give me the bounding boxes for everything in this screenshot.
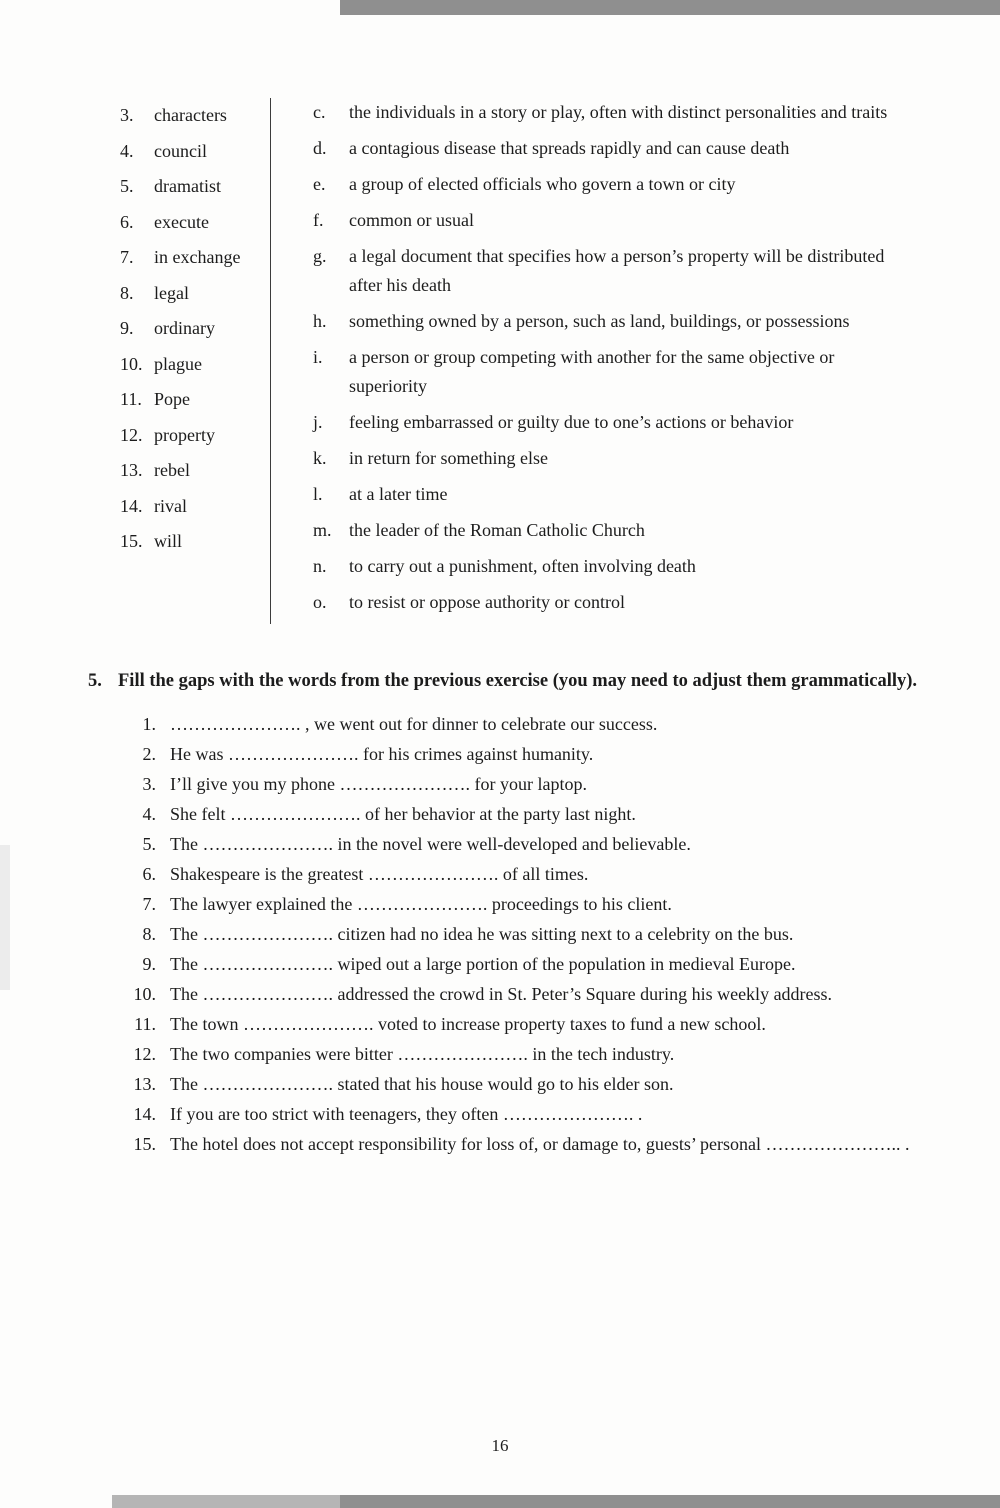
- item-definition: at a later time: [349, 484, 448, 504]
- item-number: 5.: [142, 834, 156, 854]
- item-letter: m.: [313, 520, 332, 540]
- list-item: [313, 408, 899, 437]
- gap-sentence: Shakespeare is the greatest …………………. of all times.: [170, 864, 589, 884]
- word-list: [120, 98, 270, 560]
- list-item: [313, 242, 899, 300]
- item-number: 6.: [142, 864, 156, 884]
- list-item: [88, 949, 932, 979]
- item-number: 15.: [120, 531, 143, 551]
- item-word: legal: [154, 282, 189, 303]
- gap-sentence: The two companies were bitter …………………. in the tech industry.: [170, 1044, 675, 1064]
- list-item: [88, 1069, 932, 1099]
- item-number: 5.: [120, 176, 134, 196]
- item-number: 12.: [133, 1044, 156, 1064]
- list-item: [120, 169, 270, 205]
- item-number: 9.: [142, 954, 156, 974]
- item-number: 10.: [120, 353, 143, 374]
- item-number: 11.: [134, 1014, 156, 1034]
- item-number: 6.: [120, 211, 134, 232]
- gap-sentence: The town …………………. voted to increase property taxes to fund a new school.: [170, 1014, 766, 1034]
- list-item: [313, 170, 899, 199]
- list-item: [88, 979, 932, 1009]
- item-letter: f.: [313, 210, 324, 230]
- gap-sentence: The lawyer explained the …………………. proceedings to his client.: [170, 894, 672, 914]
- list-item: [120, 98, 270, 134]
- gap-fill-list: [88, 709, 932, 1159]
- item-letter: i.: [313, 347, 323, 367]
- list-item: [120, 382, 270, 418]
- list-item: [313, 516, 899, 545]
- gap-sentence: The …………………. citizen had no idea he was sitting next to a celebrity on the bus.: [170, 924, 794, 944]
- gap-sentence: The hotel does not accept responsibility for loss of, or damage to, guests’ personal ………………….. .: [170, 1134, 910, 1154]
- gap-sentence: …………………. , we went out for dinner to celebrate our success.: [170, 714, 658, 734]
- gap-sentence: The …………………. stated that his house would go to his elder son.: [170, 1074, 674, 1094]
- item-definition: something owned by a person, such as land, buildings, or possessions: [349, 311, 850, 331]
- item-number: 14.: [120, 495, 143, 516]
- item-definition: a contagious disease that spreads rapidly and can cause death: [349, 138, 790, 158]
- item-letter: j.: [313, 412, 323, 432]
- exercise-title: Fill the gaps with the words from the previous exercise (you may need to adjust them grammatically).: [118, 671, 918, 691]
- gap-sentence: He was …………………. for his crimes against humanity.: [170, 744, 594, 764]
- item-word: characters: [154, 105, 227, 125]
- list-item: [313, 206, 899, 235]
- item-number: 8.: [120, 282, 134, 303]
- list-item: [88, 889, 932, 919]
- scan-artifact-bottom-dark: [340, 1495, 1000, 1508]
- item-number: 10.: [133, 984, 156, 1004]
- list-item: [120, 134, 270, 170]
- list-item: [88, 799, 932, 829]
- list-item: [120, 453, 270, 489]
- list-item: [120, 311, 270, 347]
- item-word: council: [154, 140, 207, 161]
- list-item: [313, 343, 899, 401]
- item-number: 14.: [133, 1104, 156, 1124]
- list-item: [313, 552, 899, 581]
- item-word: ordinary: [154, 318, 215, 338]
- list-item: [120, 205, 270, 241]
- gap-sentence: The …………………. in the novel were well-developed and believable.: [170, 834, 691, 854]
- item-word: rebel: [154, 460, 190, 480]
- list-item: [120, 418, 270, 454]
- list-item: [313, 444, 899, 473]
- item-definition: common or usual: [349, 210, 474, 230]
- item-definition: a person or group competing with another for the same objective or superiority: [349, 347, 835, 396]
- gap-sentence: She felt …………………. of her behavior at the party last night.: [170, 804, 636, 824]
- item-letter: h.: [313, 311, 327, 331]
- item-definition: a legal document that specifies how a person’s property will be distributed after his death: [349, 246, 885, 295]
- item-number: 8.: [142, 924, 156, 944]
- list-item: [88, 1009, 932, 1039]
- list-item: [120, 524, 270, 560]
- gap-sentence: The …………………. addressed the crowd in St. Peter’s Square during his weekly address.: [170, 984, 833, 1004]
- list-item: [88, 709, 932, 739]
- list-item: [88, 739, 932, 769]
- item-definition: the leader of the Roman Catholic Church: [349, 520, 645, 540]
- exercise-heading: [88, 666, 932, 696]
- list-item: [88, 829, 932, 859]
- list-item: [313, 588, 899, 617]
- item-number: 13.: [133, 1074, 156, 1094]
- list-item: [120, 347, 270, 383]
- item-word: Pope: [154, 389, 190, 409]
- list-item: [88, 769, 932, 799]
- item-number: 3.: [142, 774, 156, 794]
- definition-list: [313, 98, 905, 617]
- item-number: 15.: [133, 1134, 156, 1154]
- item-word: will: [154, 531, 183, 551]
- item-letter: e.: [313, 174, 326, 194]
- page-number: 16: [491, 1436, 509, 1455]
- item-number: 9.: [120, 318, 134, 338]
- item-letter: g.: [313, 246, 327, 266]
- item-number: 2.: [142, 744, 156, 764]
- word-column: [120, 98, 270, 624]
- item-number: 13.: [120, 460, 143, 480]
- list-item: [313, 307, 899, 336]
- list-item: [88, 1099, 932, 1129]
- item-letter: o.: [313, 592, 327, 612]
- list-item: [313, 98, 899, 127]
- item-number: 7.: [120, 247, 134, 267]
- item-word: property: [154, 424, 215, 445]
- item-definition: feeling embarrassed or guilty due to one’s actions or behavior: [349, 412, 794, 432]
- item-number: 4.: [142, 804, 156, 824]
- item-letter: l.: [313, 484, 323, 504]
- item-word: dramatist: [154, 176, 221, 196]
- list-item: [313, 134, 899, 163]
- list-item: [88, 919, 932, 949]
- item-letter: c.: [313, 102, 326, 122]
- item-word: execute: [154, 211, 209, 232]
- list-item: [88, 1039, 932, 1069]
- list-item: [120, 489, 270, 525]
- list-item: [88, 859, 932, 889]
- item-number: 11.: [120, 389, 142, 409]
- exercise-number: 5.: [88, 671, 102, 691]
- item-letter: k.: [313, 448, 327, 468]
- definition-column: [270, 98, 905, 624]
- item-word: plague: [154, 353, 202, 374]
- item-word: in exchange: [154, 247, 241, 267]
- gap-sentence: The …………………. wiped out a large portion of the population in medieval Europe.: [170, 954, 796, 974]
- item-number: 4.: [120, 140, 134, 161]
- item-definition: to carry out a punishment, often involving death: [349, 556, 696, 576]
- list-item: [120, 276, 270, 312]
- list-item: [120, 240, 270, 276]
- item-word: rival: [154, 495, 187, 516]
- item-definition: the individuals in a story or play, often with distinct personalities and traits: [349, 102, 888, 122]
- list-item: [88, 1129, 932, 1159]
- item-number: 7.: [142, 894, 156, 914]
- item-number: 3.: [120, 105, 134, 125]
- item-number: 1.: [142, 714, 156, 734]
- item-letter: d.: [313, 138, 327, 158]
- item-letter: n.: [313, 556, 327, 576]
- matching-exercise: [120, 98, 932, 624]
- item-definition: a group of elected officials who govern a town or city: [349, 174, 736, 194]
- gap-sentence: I’ll give you my phone …………………. for your laptop.: [170, 774, 587, 794]
- item-definition: in return for something else: [349, 448, 548, 468]
- item-number: 12.: [120, 424, 143, 445]
- item-definition: to resist or oppose authority or control: [349, 592, 625, 612]
- gap-sentence: If you are too strict with teenagers, they often …………………. .: [170, 1104, 643, 1124]
- list-item: [313, 480, 899, 509]
